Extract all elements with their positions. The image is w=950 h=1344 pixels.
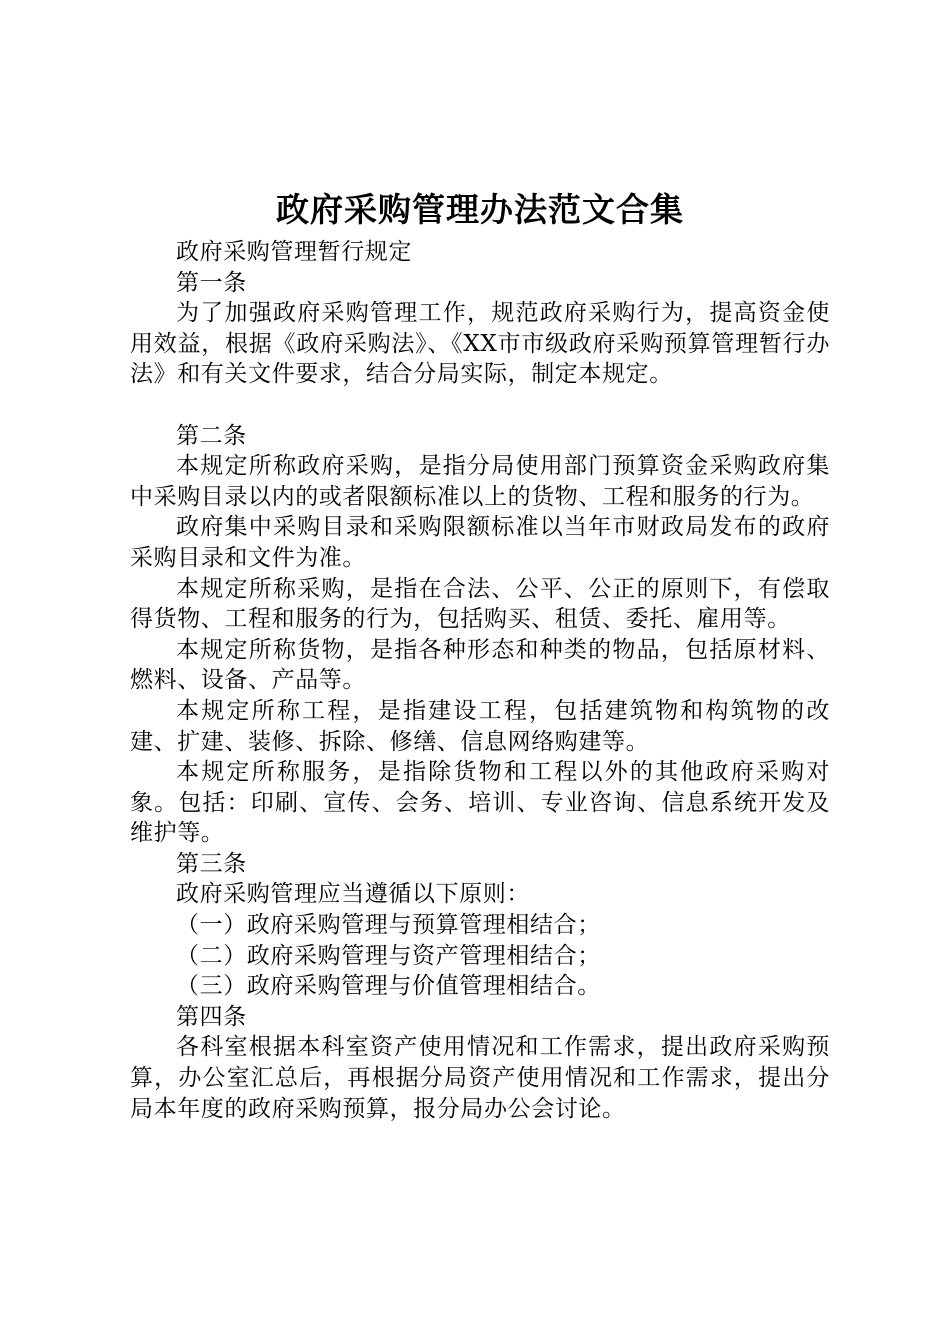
article-2-paragraph-5: 本规定所称工程，是指建设工程，包括建筑物和构筑物的改建、扩建、装修、拆除、修缮、信息网络购建等。: [130, 697, 830, 755]
article-1-paragraph: 为了加强政府采购管理工作，规范政府采购行为，提高资金使用效益，根据《政府采购法》、《XX市市级政府采购预算管理暂行办法》和有关文件要求，结合分局实际，制定本规定。: [130, 300, 830, 388]
article-4-heading: 第四条: [176, 1003, 247, 1030]
article-2-paragraph-2: 政府集中采购目录和采购限额标准以当年市财政局发布的政府采购目录和文件为准。: [130, 514, 830, 571]
principle-item-2: （二）政府采购管理与资产管理相结合；: [176, 942, 601, 969]
document-body: [130, 237, 830, 1124]
article-1-heading: 第一条: [176, 269, 247, 296]
article-2-paragraph-6: 本规定所称服务，是指除货物和工程以外的其他政府采购对象。包括：印刷、宣传、会务、培训、专业咨询、信息系统开发及维护等。: [130, 759, 830, 847]
principle-item-3: （三）政府采购管理与价值管理相结合。: [176, 973, 601, 1000]
article-2-paragraph-1: 本规定所称政府采购，是指分局使用部门预算资金采购政府集中采购目录以内的或者限额标准以上的货物、工程和服务的行为。: [130, 453, 830, 510]
article-3-paragraph: 政府采购管理应当遵循以下原则：: [176, 881, 530, 908]
article-2-paragraph-3: 本规定所称采购，是指在合法、公平、公正的原则下，有偿取得货物、工程和服务的行为，包括购买、租赁、委托、雇用等。: [130, 575, 830, 633]
article-4-paragraph: 各科室根据本科室资产使用情况和工作需求，提出政府采购预算，办公室汇总后，再根据分局资产使用情况和工作需求，提出分局本年度的政府采购预算，报分局办公会讨论。: [130, 1034, 830, 1122]
principle-item-1: （一）政府采购管理与预算管理相结合；: [176, 912, 601, 939]
article-3-heading: 第三条: [176, 850, 247, 877]
document-title: 政府采购管理办法范文合集: [276, 190, 684, 229]
article-2-heading: 第二条: [176, 422, 247, 449]
document-page: [130, 185, 830, 1124]
article-2-paragraph-4: 本规定所称货物，是指各种形态和种类的物品，包括原材料、燃料、设备、产品等。: [130, 636, 830, 694]
blank-line: [130, 390, 830, 421]
section-heading: 政府采购管理暂行规定: [176, 239, 412, 265]
